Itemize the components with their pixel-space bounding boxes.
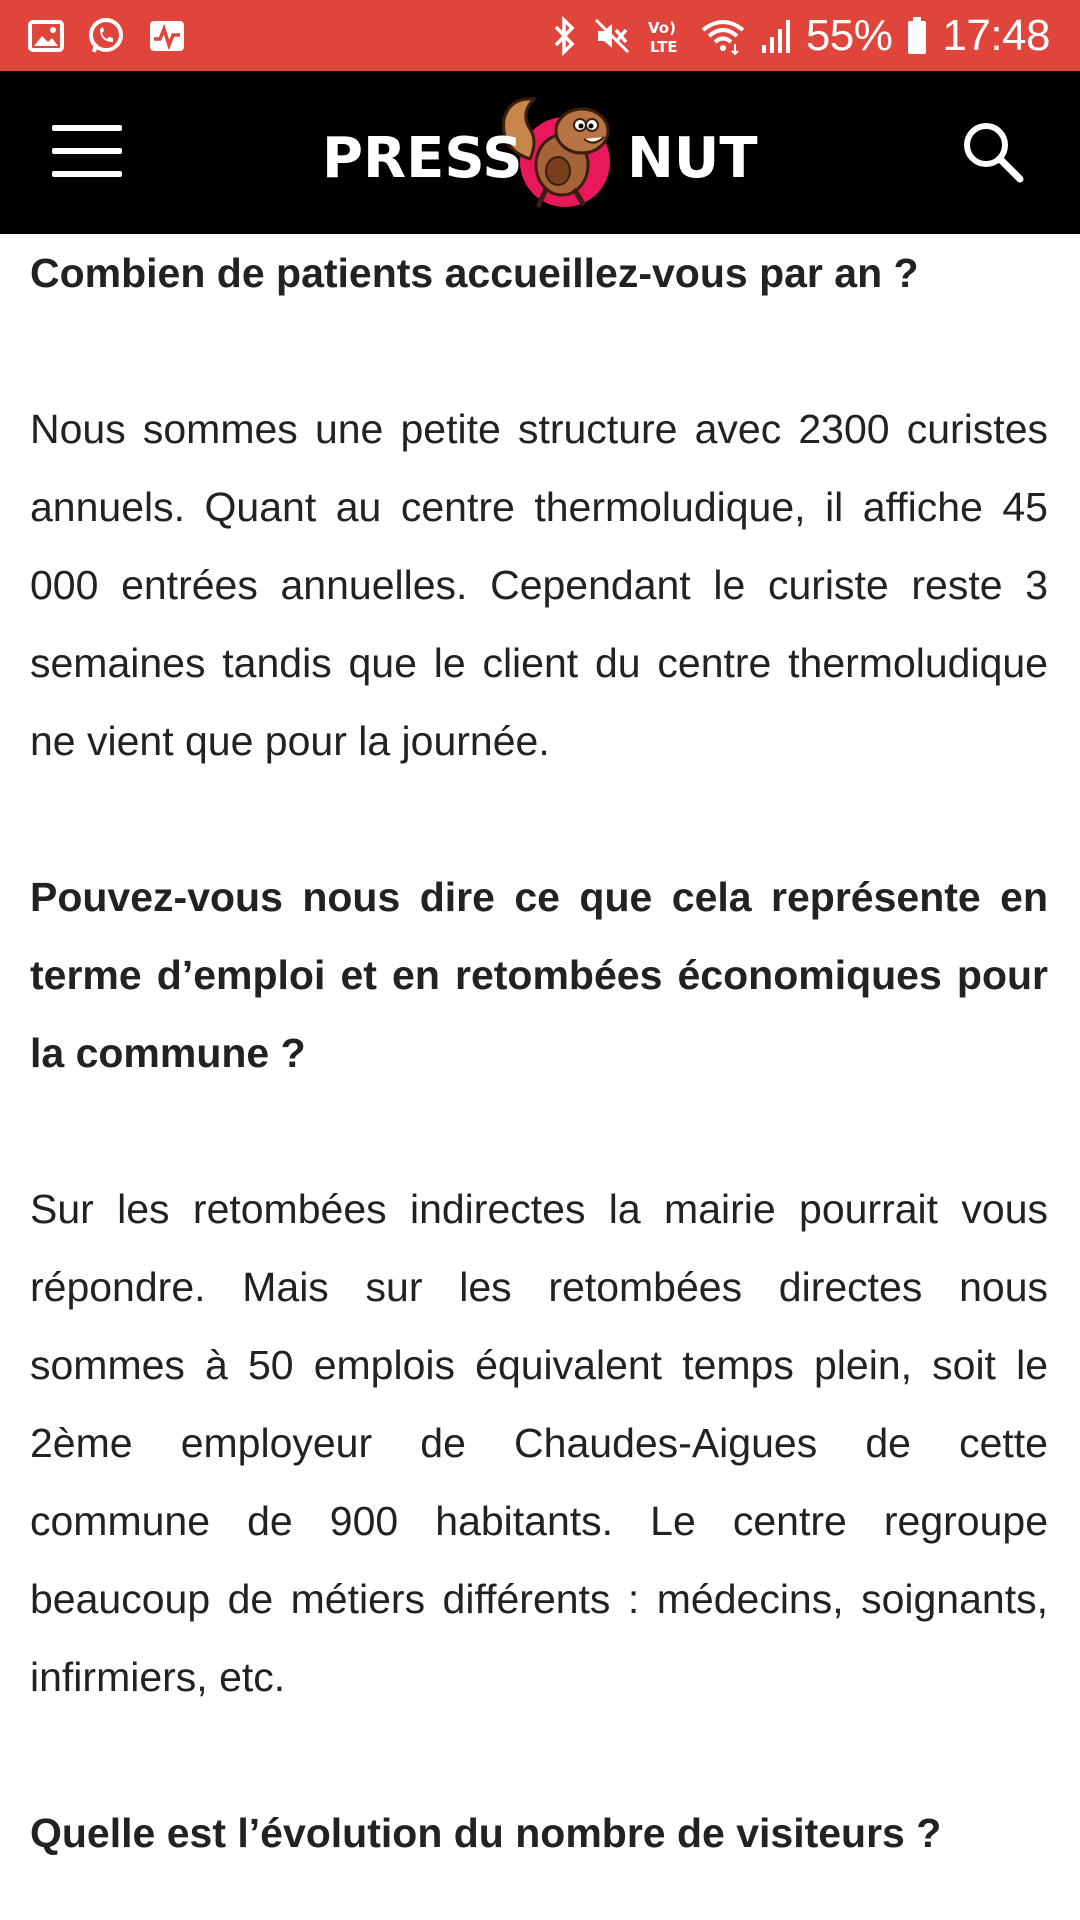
paragraph-spacer <box>30 1092 1048 1170</box>
search-icon <box>960 119 1026 185</box>
menu-line <box>52 171 122 177</box>
battery-icon <box>906 16 928 56</box>
gallery-icon <box>28 20 64 52</box>
interview-answer: Nous sommes une petite structure avec 2300 curistes annuels. Quant au centre thermoludique, il affiche 45 000 entrées annuelles. Cependant le curiste reste 3 semaines tandis que le client du centre thermoludique ne vient que pour la journée. <box>30 406 1048 764</box>
mute-icon <box>592 16 632 56</box>
interview-question: Combien de patients accueillez-vous par an ? <box>30 250 919 296</box>
wifi-icon <box>700 16 746 56</box>
paragraph-spacer <box>30 312 1048 390</box>
menu-button[interactable] <box>52 125 122 177</box>
bluetooth-icon <box>552 16 578 56</box>
battery-percent: 55% <box>805 10 893 60</box>
status-bar-system <box>552 0 1050 71</box>
paragraph-spacer <box>30 1716 1048 1794</box>
signal-icon <box>760 17 792 55</box>
logo-text-press: PRESS <box>322 126 523 191</box>
svg-text:Vo): Vo) <box>647 18 676 37</box>
activity-icon <box>148 19 186 53</box>
interview-question: Pouvez-vous nous dire ce que cela représente en terme d’emploi et en retombées économiques pour la commune ? <box>30 874 1048 1076</box>
app-bar <box>0 71 1080 234</box>
search-button[interactable] <box>960 119 1026 185</box>
interview-answer: Sur les retombées indirectes la mairie pourrait vous répondre. Mais sur les retombées directes nous sommes à 50 emplois équivalent temps plein, soit le 2ème employeur de Chaudes-Aigues de cette commune de 900 habitants. Le centre regroupe beaucoup de métiers différents : médecins, soignants, infirmiers, etc. <box>30 1186 1048 1700</box>
clock: 17:48 <box>942 10 1050 60</box>
menu-line <box>52 148 122 154</box>
menu-line <box>52 125 122 131</box>
article-body <box>30 234 1048 1872</box>
svg-text:LTE: LTE <box>649 37 678 56</box>
volte-icon <box>646 16 686 56</box>
interview-question: Quelle est l’évolution du nombre de visiteurs ? <box>30 1810 942 1856</box>
site-logo[interactable] <box>322 89 758 217</box>
status-bar <box>0 0 1080 71</box>
status-bar-notifications <box>28 0 186 71</box>
whatsapp-icon <box>86 16 126 56</box>
logo-text-nut: NUT <box>627 126 758 191</box>
paragraph-spacer <box>30 780 1048 858</box>
